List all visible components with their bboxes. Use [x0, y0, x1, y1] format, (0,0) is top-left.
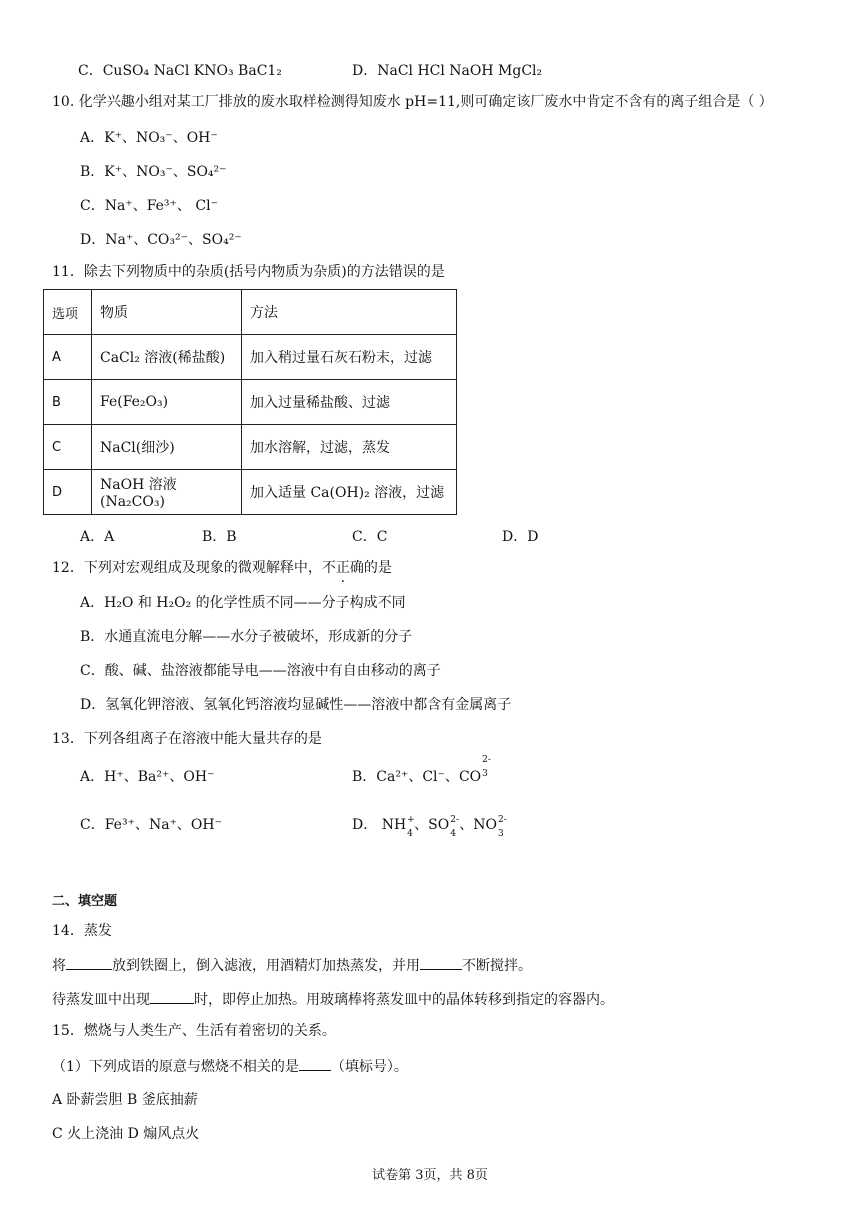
q13-option-a: A．H⁺、Ba²⁺、OH⁻	[80, 769, 215, 785]
table-cell: B	[44, 380, 92, 425]
table-header-row	[44, 290, 457, 335]
q9-option-d: D．NaCl HCl NaOH MgCl₂	[352, 63, 543, 79]
q15-stem: 15．燃烧与人类生产、生活有着密切的关系。	[52, 1023, 336, 1039]
carbonate-ion-formula: CO 2- 3	[458, 755, 491, 785]
q11-option-d: D．D	[502, 529, 539, 545]
answer-blank[interactable]	[420, 955, 462, 970]
q13-option-b-text: B．Ca²⁺、Cl⁻、	[352, 769, 459, 785]
q15-options-cd: C 火上浇油 D 煽风点火	[52, 1126, 200, 1142]
q13-option-b	[352, 755, 491, 787]
table-row	[44, 335, 457, 380]
table-cell: 加水溶解，过滤，蒸发	[242, 425, 457, 470]
q14-line-1	[52, 955, 532, 976]
answer-blank[interactable]	[66, 955, 112, 970]
table-row	[44, 380, 457, 425]
q13-stem: 13．下列各组离子在溶液中能大量共存的是	[52, 731, 322, 747]
table-header-cell: 方法	[242, 290, 457, 335]
nitrate-ion-formula: NO 2- 3	[473, 815, 507, 839]
q12-stem-suffix: 的是	[363, 560, 392, 576]
table-cell: 加入稍过量石灰石粉末，过滤	[242, 335, 457, 380]
q14-line-2-a: 待蒸发皿中出现	[52, 992, 150, 1008]
table-cell: C	[44, 425, 92, 470]
q12-option-c: C．酸、碱、盐溶液都能导电——溶液中有自由移动的离子	[80, 663, 441, 679]
q14-line-1-b: 放到铁圈上，倒入滤液，用酒精灯加热蒸发，并用	[112, 958, 420, 974]
q15-sub-1-a: （1）下列成语的原意与燃烧不相关的是	[52, 1059, 299, 1075]
q11-option-c: C．C	[352, 529, 388, 545]
q13-option-d: D． NH + 4 、SO 2- 4 、NO 2- 3	[352, 815, 507, 839]
sulfate-ion-formula: SO 2- 4	[428, 815, 460, 839]
q12-option-b: B．水通直流电分解——水分子被破坏，形成新的分子	[80, 629, 413, 645]
q9-option-c: C．CuSO₄ NaCl KNO₃ BaC1₂	[78, 63, 282, 79]
q15-options-ab: A 卧薪尝胆 B 釜底抽薪	[52, 1092, 198, 1108]
table-cell: 加入适量 Ca(OH)₂ 溶液，过滤	[242, 470, 457, 515]
q10-option-b: B．K⁺、NO₃⁻、SO₄²⁻	[80, 164, 227, 180]
section-title: 二、填空题	[52, 894, 118, 909]
q14-line-1-c: 不断搅拌。	[462, 958, 532, 974]
q13-option-c: C．Fe³⁺、Na⁺、OH⁻	[80, 817, 223, 833]
ammonium-ion-formula: NH + 4	[381, 815, 415, 839]
q11-option-a: A．A	[80, 529, 115, 545]
q15-sub-1-b: （填标号）。	[330, 1059, 408, 1075]
answer-blank[interactable]	[299, 1056, 331, 1071]
table-cell: Fe(Fe₂O₃)	[92, 380, 242, 425]
table-cell: D	[44, 470, 92, 515]
table-cell: NaOH 溶液(Na₂CO₃)	[92, 470, 242, 515]
q12-option-a: A．H₂O 和 H₂O₂ 的化学性质不同——分子构成不同	[80, 595, 406, 611]
q10-option-d: D．Na⁺、CO₃²⁻、SO₄²⁻	[80, 232, 242, 248]
q10-stem: 10. 化学兴趣小组对某工厂排放的废水取样检测得知废水 pH=11,则可确定该厂废水中肯定不含有的离子组合是（ ）	[52, 94, 773, 110]
answer-blank[interactable]	[150, 989, 194, 1004]
page-footer: 试卷第 3页，共 8页	[372, 1168, 488, 1183]
table-cell: NaCl(细沙)	[92, 425, 242, 470]
q11-stem: 11．除去下列物质中的杂质(括号内物质为杂质)的方法错误的是	[52, 264, 445, 280]
q14-stem: 14．蒸发	[52, 923, 112, 939]
q12-stem	[52, 558, 392, 578]
table-cell: A	[44, 335, 92, 380]
q12-option-d: D．氢氧化钾溶液、氢氧化钙溶液均显碱性——溶液中都含有金属离子	[80, 697, 512, 713]
table-header-cell: 选项	[44, 290, 92, 335]
q14-line-2	[52, 989, 614, 1010]
table-cell: CaCl₂ 溶液(稀盐酸)	[92, 335, 242, 380]
q10-option-a: A．K⁺、NO₃⁻、OH⁻	[80, 130, 218, 146]
table-row	[44, 470, 457, 515]
q13-option-d-text: D．	[352, 817, 378, 833]
table-cell: 加入过量稀盐酸、过滤	[242, 380, 457, 425]
q12-stem-emphasis: 不正确	[321, 560, 364, 576]
q11-option-b: B．B	[202, 529, 237, 545]
table-header-cell: 物质	[92, 290, 242, 335]
q12-stem-prefix: 12．下列对宏观组成及现象的微观解释中，	[52, 560, 322, 576]
q14-line-1-a: 将	[52, 958, 66, 974]
table-row	[44, 425, 457, 470]
q11-table	[43, 289, 457, 515]
q15-sub-1	[52, 1056, 408, 1077]
q14-line-2-b: 时，即停止加热。用玻璃棒将蒸发皿中的晶体转移到指定的容器内。	[194, 992, 614, 1008]
q10-option-c: C．Na⁺、Fe³⁺、 Cl⁻	[80, 198, 218, 214]
